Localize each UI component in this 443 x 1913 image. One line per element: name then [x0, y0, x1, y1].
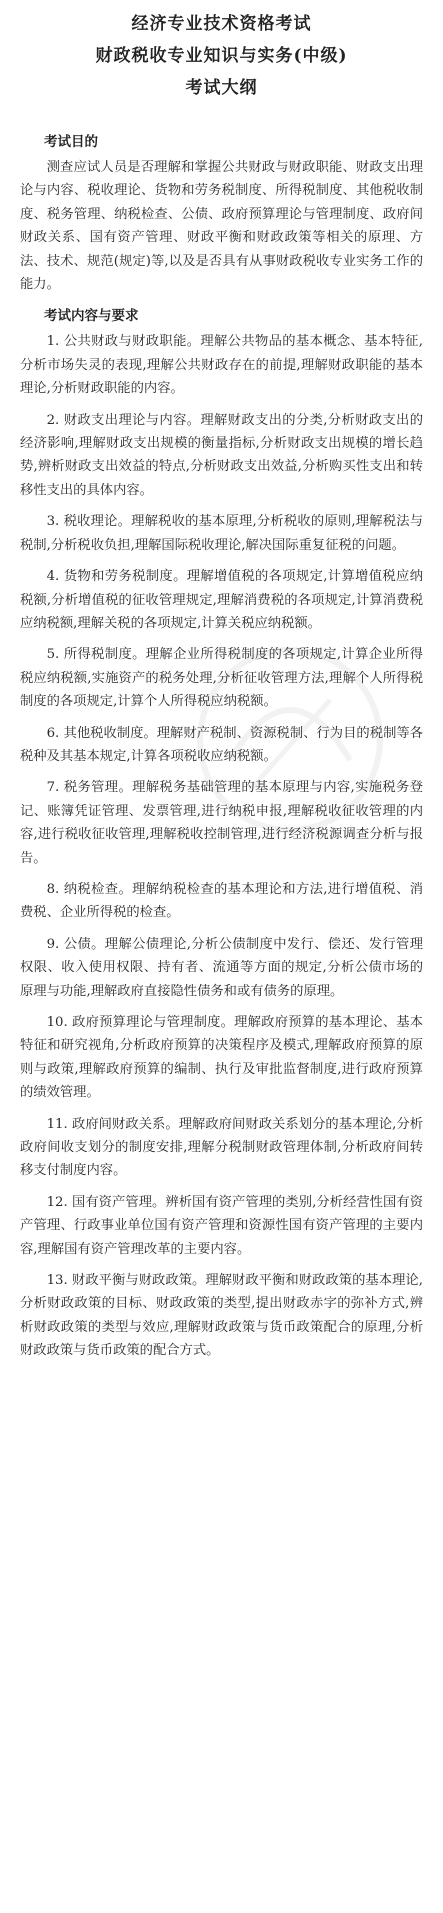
- content-list: [20, 330, 423, 1362]
- content-item: 9. 公债。理解公债理论,分析公债制度中发行、偿还、发行管理权限、收入使用权限、持有者、流通等方面的规定,分析公债市场的原理与功能,理解政府直接隐性债务和或有债务的原理。: [20, 936, 423, 999]
- content-item: 13. 财政平衡与财政政策。理解财政平衡和财政政策的基本理论,分析财政政策的目标、财政政策的类型,提出财政赤字的弥补方式,辨析财政政策的类型与效应,理解财政政策与货币政策配合的原理,分析财政政策与货币政策的配合方式。: [20, 1273, 423, 1359]
- purpose-title: 考试目的: [44, 134, 98, 150]
- content-item: 6. 其他税收制度。理解财产税制、资源税制、行为目的税制等各税种及其基本规定,计算各项税收应纳税额。: [20, 725, 423, 764]
- content-item: 8. 纳税检查。理解纳税检查的基本理论和方法,进行增值税、消费税、企业所得税的检查。: [20, 881, 423, 921]
- content-item: 11. 政府间财政关系。理解政府间财政关系划分的基本理论,分析政府间收支划分的制度安排,理解分税制财政管理体制,分析政府间转移支付制度内容。: [20, 1116, 423, 1179]
- header-line-2: 财政税收专业知识与实务(中级): [95, 46, 348, 66]
- content-item: 12. 国有资产管理。辨析国有资产管理的类别,分析经营性国有资产管理、行政事业单位国有资产管理和资源性国有资产管理的主要内容,理解国有资产管理改革的主要内容。: [20, 1194, 423, 1257]
- content-item: 2. 财政支出理论与内容。理解财政支出的分类,分析财政支出的经济影响,理解财政支出规模的衡量指标,分析财政支出规模的增长趋势,辨析财政支出效益的特点,分析财政支出效益,分析购买性支出和转移性支出的具体内容。: [20, 412, 423, 498]
- header-line-3: 考试大纲: [185, 78, 258, 98]
- content-item: 7. 税务管理。理解税务基础管理的基本原理与内容,实施税务登记、账簿凭证管理、发票管理,进行纳税申报,理解税收征收管理的内容,进行税收征收管理,理解税收控制管理,进行经济税源调查分析与报告。: [20, 780, 423, 866]
- content-item: 1. 公共财政与财政职能。理解公共物品的基本概念、基本特征,分析市场失灵的表现,理解公共财政存在的前提,理解财政职能的基本理论,分析财政职能的内容。: [20, 334, 423, 397]
- content-item: 4. 货物和劳务税制度。理解增值税的各项规定,计算增值税应纳税额,分析增值税的征收管理规定,理解消费税的各项规定,计算消费税应纳税额,理解关税的各项规定,计算关税应纳税额。: [20, 569, 423, 631]
- document-header: [20, 0, 423, 104]
- purpose-text: 测查应试人员是否理解和掌握公共财政与财政职能、财政支出理论与内容、税收理论、货物和劳务税制度、所得税制度、其他税收制度、税务管理、纳税检查、公债、政府预算理论与管理制度、政府间财政关系、国有资产管理、财政平衡和财政政策等相关的原理、方法、技术、规范(规定)等,以及是否具有从事财政税收专业实务工作的能力。: [20, 160, 423, 293]
- header-line-1: 经济专业技术资格考试: [131, 14, 312, 34]
- content-item: 3. 税收理论。理解税收的基本原理,分析税收的原则,理解税法与税制,分析税收负担,理解国际税收理论,解决国际重复征税的问题。: [20, 514, 423, 553]
- content-item: 10. 政府预算理论与管理制度。理解政府预算的基本理论、基本特征和研究视角,分析政府预算的决策程序及模式,理解政府预算的原则与政策,理解政府预算的编制、执行及审批监督制度,进行政府预算的绩效管理。: [20, 1015, 423, 1101]
- content-title: 考试内容与要求: [44, 308, 139, 325]
- content-item: 5. 所得税制度。理解企业所得税制度的各项规定,计算企业所得税应纳税额,实施资产的税务处理,分析征收管理方法,理解个人所得税制度的各项规定,计算个人所得税应纳税额。: [20, 647, 423, 710]
